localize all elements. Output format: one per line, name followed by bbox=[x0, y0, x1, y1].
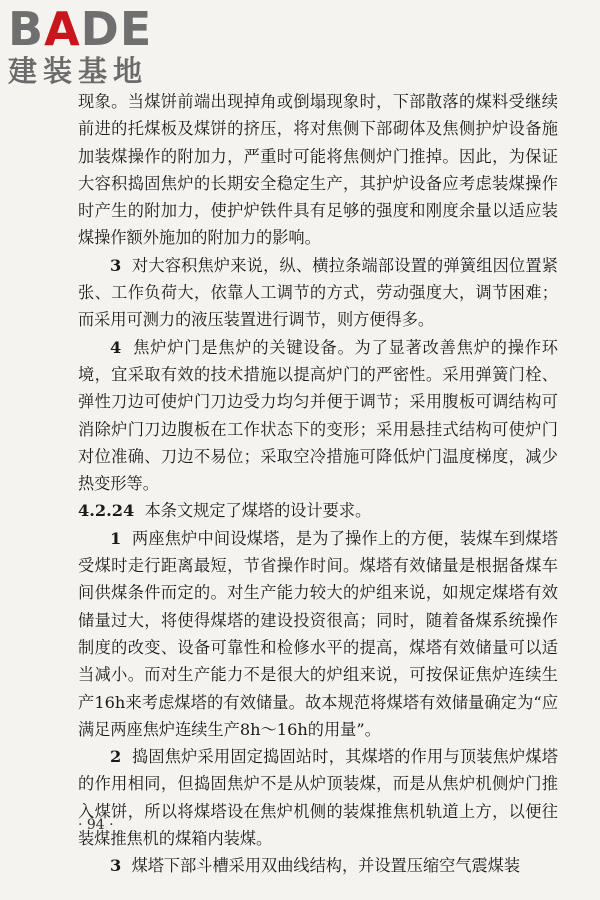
page-number: · 94 · bbox=[78, 817, 114, 833]
logo-subtitle: 建装基地 bbox=[8, 54, 149, 88]
clause-heading bbox=[78, 497, 558, 524]
item-number: 3 bbox=[110, 255, 122, 275]
paragraph-2 bbox=[78, 252, 558, 334]
paragraph-1 bbox=[78, 88, 558, 252]
paragraph-text: 两座焦炉中间设煤塔，是为了操作上的方便，装煤车到煤塔受煤时走行距离最短，节省操作时间。煤塔有效储量是根据备煤车间供煤条件而定的。对生产能力较大的炉组来说，如规定煤塔有效储量过大，将使得煤塔的建设投资很高；同时，随着备煤系统操作制度的改变、设备可靠性和检修水平的提高，煤塔有效储量可以适当减小。而对生产能力不是很大的炉组来说，可按保证焦炉连续生产16h来考虑煤塔的有效储量。故本规范将煤塔有效储量确定为“应满足两座焦炉连续生产8h～16h的用量”。 bbox=[78, 528, 558, 739]
paragraph-3 bbox=[78, 334, 558, 498]
paragraph-6 bbox=[78, 743, 558, 852]
item-number: 4 bbox=[110, 337, 122, 357]
item-number: 1 bbox=[110, 528, 122, 548]
clause-text: 本条文规定了煤塔的设计要求。 bbox=[144, 501, 372, 521]
clause-number: 4.2.24 bbox=[78, 501, 135, 521]
paragraph-text: 对大容积焦炉来说，纵、横拉条端部设置的弹簧组因位置紧张、工作负荷大，依靠人工调节的方式，劳动强度大，调节困难；而采用可测力的液压装置进行调节，则方便得多。 bbox=[78, 255, 558, 330]
paragraph-text: 煤塔下部斗槽采用双曲线结构，并设置压缩空气震煤装 bbox=[131, 856, 521, 876]
paragraph-text: 现象。当煤饼前端出现掉角或倒塌现象时，下部散落的煤料受继续前进的托煤板及煤饼的挤压，将对焦侧下部砌体及焦侧护炉设备施加装煤操作的附加力，严重时可能将焦侧炉门推掉。因此，为保证大容积捣固焦炉的长期安全稳定生产，其护炉设备应考虑装煤操作时产生的附加力，使护炉铁件具有足够的强度和刚度余量以适应装煤操作额外施加的附加力的影响。 bbox=[78, 92, 558, 248]
paragraph-text: 焦炉炉门是焦炉的关键设备。为了显著改善焦炉的操作环境，宜采取有效的技术措施以提高炉门的严密性。采用弹簧门栓、弹性刀边可使炉门刀边受力均匀并便于调节；采用腹板可调结构可消除炉门刀边腹板在工作状态下的变形；采用悬挂式结构可使炉门对位准确、刀边不易位；采取空冷措施可降低炉门温度梯度，减少热变形等。 bbox=[78, 337, 558, 494]
document-body bbox=[78, 88, 558, 880]
paragraph-7 bbox=[78, 852, 558, 879]
logo-wordmark bbox=[8, 4, 178, 54]
paragraph-5 bbox=[78, 525, 558, 743]
item-number: 2 bbox=[110, 747, 122, 767]
logo-letters-de: DE bbox=[80, 2, 153, 56]
paragraph-text: 捣固焦炉采用固定捣固站时，其煤塔的作用与顶装焦炉煤塔的作用相同，但捣固焦炉不是从炉顶装煤，而是从焦炉机侧炉门推入煤饼，所以将煤塔设在焦炉机侧的装煤推焦机轨道上方，以便往装煤推焦机的煤箱内装煤。 bbox=[78, 747, 558, 849]
logo-letter-a: A bbox=[44, 2, 81, 56]
logo-letter-b: B bbox=[8, 2, 45, 56]
item-number: 3 bbox=[110, 856, 122, 876]
brand-logo bbox=[8, 4, 178, 88]
